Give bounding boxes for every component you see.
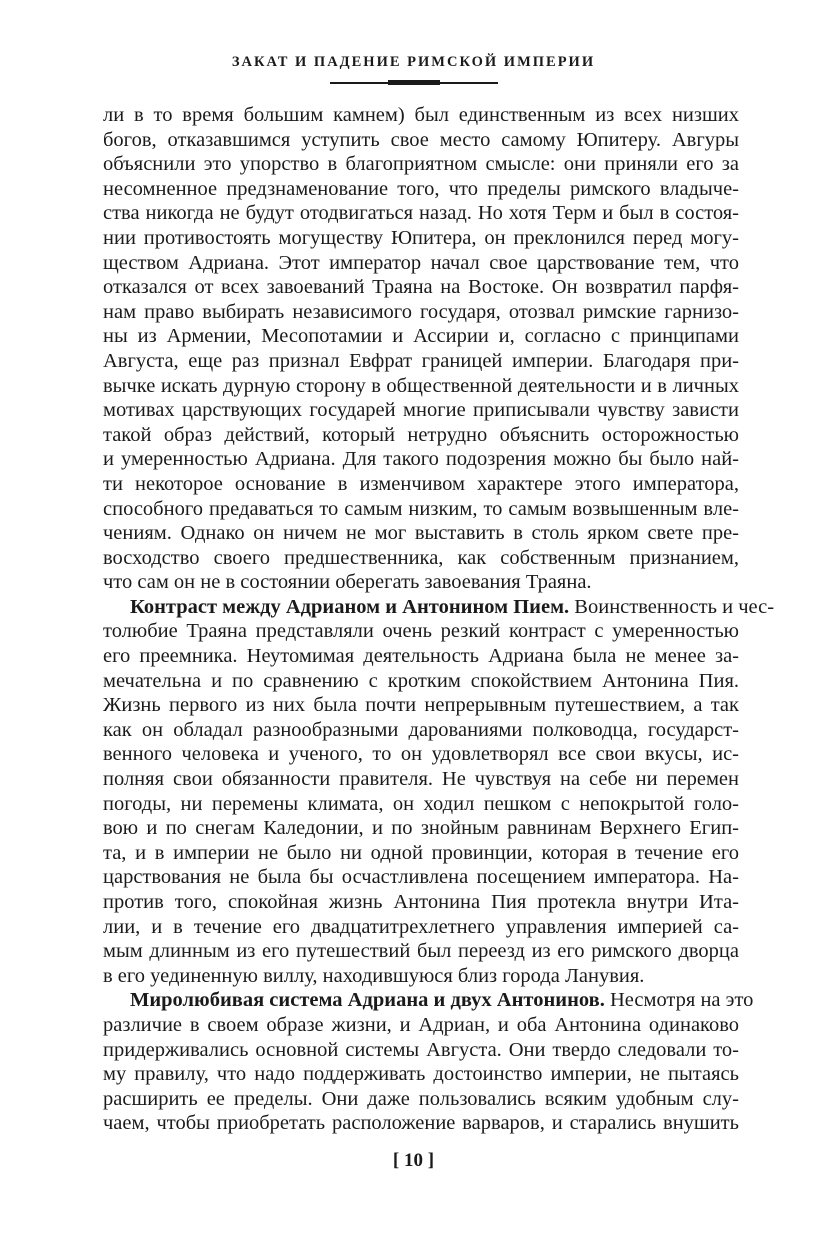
text-line: полняя свои обязанности правителя. Не чувствуя на себе ни перемен: [103, 768, 739, 791]
text-line: и умеренностью Адриана. Для такого подозрения можно бы было най-: [103, 448, 739, 471]
text-line: в его уединенную виллу, находившуюся близ города Ланувия.: [103, 964, 645, 987]
paragraph-first-line: [103, 595, 775, 620]
text-line: Августа, еще раз признал Евфрат границей империи. Благодаря при-: [103, 349, 739, 372]
text-line: ществом Адриана. Этот император начал свое царствование тем, что: [103, 251, 739, 274]
body-text: [103, 103, 775, 1136]
text-line: несомненное предзнаменование того, что пределы римского владыче-: [103, 177, 739, 200]
text-line: Жизнь первого из них была почти непрерывным путешествием, а так: [103, 694, 739, 717]
text-line: ства никогда не будут отодвигаться назад. Но хотя Терм и был в состоя-: [103, 202, 739, 225]
text-line: погоды, ни перемены климата, он ходил пешком с непокрытой голо-: [103, 792, 739, 815]
text-line: вычке искать дурную сторону в общественной деятельности и в личных: [103, 374, 739, 397]
text-line: венного человека и ученого, то он удовлетворял все свои вкусы, ис-: [103, 743, 739, 766]
section-heading: Миролюбивая система Адриана и двух Антонинов.: [130, 989, 605, 1012]
text-line: чениям. Однако он ничем не мог выставить в столь ярком свете пре-: [103, 522, 739, 545]
text-line: отказался от всех завоеваний Траяна на Востоке. Он возвратил парфя-: [103, 276, 739, 299]
running-head: ЗАКАТ И ПАДЕНИЕ РИМСКОЙ ИМПЕРИИ: [231, 54, 596, 70]
text-line: богов, отказавшимся уступить свое место самому Юпитеру. Авгуры: [103, 128, 739, 151]
paragraph-first-line: [103, 988, 754, 1013]
text-line: та, и в империи не было ни одной провинции, которая в течение его: [103, 841, 739, 864]
text-line: его преемника. Неутомимая деятельность Адриана была не менее за-: [103, 645, 739, 668]
heading-line-rest: Несмотря на это: [604, 989, 754, 1012]
text-line: чаем, чтобы приобретать расположение варваров, и старались внушить: [103, 1112, 739, 1135]
text-line: мечательна и по сравнению с кротким спокойствием Антонина Пия.: [103, 669, 739, 692]
text-line: царствования не была бы осчастливлена посещением императора. На-: [103, 866, 739, 889]
text-line: мотивах царствующих государей многие приписывали чувству зависти: [103, 399, 739, 422]
text-line: ти некоторое основание в изменчивом характере этого императора,: [103, 472, 739, 495]
text-line: различие в своем образе жизни, и Адриан, и оба Антонина одинаково: [103, 1013, 739, 1036]
heading-line-rest: Воинственность и чес-: [569, 595, 775, 618]
text-line: ны из Армении, Месопотамии и Ассирии и, согласно с принципами: [103, 325, 739, 348]
text-line: вою и по снегам Каледонии, и по знойным равнинам Верхнего Егип-: [103, 817, 739, 840]
text-line: такой образ действий, который нетрудно объяснить осторожностью: [103, 423, 739, 446]
text-line: против того, спокойная жизнь Антонина Пия протекла внутри Ита-: [103, 891, 739, 913]
text-line: придерживались основной системы Августа. Они твердо следовали то-: [103, 1038, 739, 1061]
text-line: ли в то время большим камнем) был единственным из всех низших: [103, 104, 739, 126]
header-rule-accent: [388, 80, 440, 85]
text-line: способного предаваться то самым низким, то самым возвышенным вле-: [103, 497, 739, 520]
text-line: нам право выбирать независимого государя, отозвал римские гарнизо-: [103, 300, 739, 323]
text-line: толюбие Траяна представляли очень резкий контраст с умеренностью: [103, 620, 739, 643]
text-line: объяснили это упорство в благоприятном смысле: они приняли его за: [103, 153, 739, 176]
text-line: лии, и в течение его двадцатитрехлетнего управления империей са-: [103, 915, 739, 938]
text-line: мым длинным из его путешествий был переезд из его римского дворца: [103, 940, 739, 963]
text-line: му правилу, что надо поддерживать достоинство империи, не пытаясь: [103, 1063, 739, 1086]
text-line: как он обладал разнообразными дарованиями полководца, государст-: [103, 718, 739, 741]
page-number: [ 10 ]: [392, 1150, 435, 1171]
section-heading: Контраст между Адрианом и Антонином Пием.: [130, 595, 570, 618]
text-line: нии противостоять могуществу Юпитера, он преклонился перед могу-: [103, 226, 739, 249]
text-line: восходство своего предшественника, как собственным признанием,: [103, 546, 739, 569]
text-line: что сам он не в состоянии оберегать завоевания Траяна.: [103, 571, 592, 594]
text-line: расширить ее пределы. Они даже пользовались всяким удобным слу-: [103, 1087, 739, 1110]
